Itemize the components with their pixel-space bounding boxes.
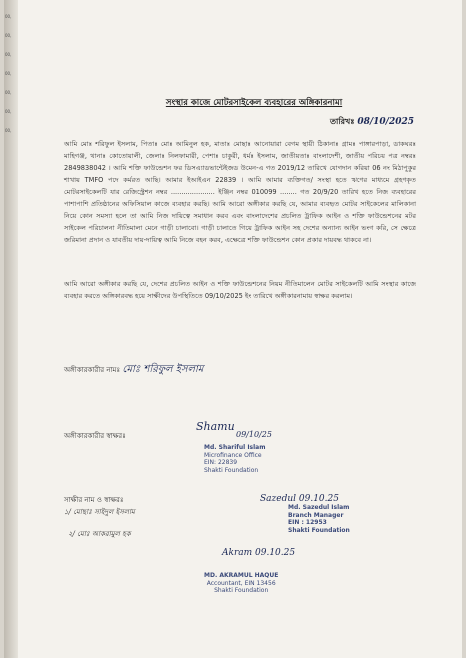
margin-mark: 00, xyxy=(5,109,12,114)
pledger-signature: Shamu xyxy=(196,420,235,433)
document-title: সংস্থার কাজে মোটরসাইকেল ব্যবহারের অঙ্গিকারনামা xyxy=(165,98,343,108)
witness-1-signature: Sazedul 09.10.25 xyxy=(260,494,339,504)
left-edge-strip xyxy=(4,0,18,658)
stamp-line: Shakti Foundation xyxy=(204,466,259,474)
pledger-signature-row xyxy=(64,430,126,442)
stamp-line: Branch Manager xyxy=(288,511,344,519)
date-value: 08/10/2025 xyxy=(357,117,414,127)
stamp-line: EIN : 12953 xyxy=(288,519,327,526)
witness-2-name: ২/ মোঃ আকরামুল হক xyxy=(68,530,131,538)
stamp-line: Microfinance Office xyxy=(204,451,262,459)
stamp-line: Shakti Foundation xyxy=(214,587,269,594)
pledger-signature-label: অঙ্গীকারকারীর স্বাক্ষরঃ xyxy=(64,432,126,440)
pledger-sign-date: 09/10/25 xyxy=(236,430,272,439)
margin-mark: 00, xyxy=(5,128,12,133)
stamp-line: Accountant, EIN 13456 xyxy=(206,579,276,587)
witness-2-signature: Akram 09.10.25 xyxy=(222,548,296,558)
margin-mark: 00, xyxy=(5,33,12,38)
margin-mark: 00, xyxy=(5,52,12,57)
stamp-line: Md. Sazedul Islam xyxy=(288,504,350,511)
pledger-name-row xyxy=(64,362,203,379)
pledger-name-label: অঙ্গীকারকারীর নামঃ xyxy=(64,366,121,374)
stamp-line: Shakti Foundation xyxy=(288,526,350,534)
margin-mark: 00, xyxy=(5,90,12,95)
stamp-akramul xyxy=(204,572,278,595)
stamp-line: MD. AKRAMUL HAQUE xyxy=(204,572,279,579)
document-page xyxy=(4,0,462,658)
witness-label: সাক্ষীর নাম ও স্বাক্ষরঃ xyxy=(64,496,124,504)
margin-mark: 00, xyxy=(5,14,12,19)
pledge-paragraph-2: আমি আরো অঙ্গীকার করছি যে, দেশের প্রচলিত আইন ও শক্তি ফাউন্ডেশনের নিয়ম নীতিমালেন মোটর সাইকেলটি আমি সংস্থার কাজে ব্যবহার করতে অঙ্গিকারবদ্ধ হয়ে সাক্ষীদের উপস্থিতিতে 09/10/2025 ইং তারিখে অঙ্গীকারনামায় স্বাক্ষর করলাম। xyxy=(64,280,416,300)
witness-1-name: ১/ মোছাঃ সাইদুল ইসলাম xyxy=(64,508,135,516)
date-label: তারিখঃ xyxy=(330,117,355,126)
margin-mark: 00, xyxy=(5,71,12,76)
date-line xyxy=(330,116,414,129)
stamp-line: Md. Shariful Islam xyxy=(204,444,266,451)
stamp-shariful xyxy=(204,444,265,474)
stamp-line: EIN: 22839 xyxy=(204,459,238,466)
pledge-paragraph-1: আমি মোঃ শরিফুল ইসলাম, পিতাঃ মোঃ আমিনুল হক, মাতাঃ মোছাঃ আনোয়ারা বেগম স্থায়ী ঠিকানাঃ গ্রামঃ পাঙ্গারপাড়া, ডাকঘরঃ মাহিগঞ্জ, থানাঃ কোতোয়ালী, জেলাঃ নিলফামারী, পেশাঃ চাকুরী, ধর্মঃ ইসলাম, জাতীয়তাঃ বাংলাদেশী, জাতীয় পরিচয় পত্র নম্বরঃ 2849838042 । আমি শক্তি ফাউন্ডেশন ফর ডিসএ্যাডভান্টেইজড উমেন-এ গত 2019/12 তারিখে যোগদান করিয়া 06 নং মিঠাপুকুর শাখায় TMFO পদে কর্মরত আছি। আমার ইআইএন 22839 । আমি আমার ব্যক্তিগত/ সংস্থা হতে ঋণের মাধ্যমে গ্রহণকৃত মোটরসাইকেলটি যার রেজিস্ট্রেশন নম্বর ..................... ইঞ্জিন নম্বর 010099 ........ গত 20/9/20 তারিখ হতে নিজ ব্যবহারের পাশাপাশি প্রতিষ্ঠানের অফিসিয়াল কাজে ব্যবহার করছি। আমি আরো অঙ্গীকার করছি যে, আমার ব্যবহৃত মোটর সাইকেলের মালিকানা নিয়ে কোন সমস্যা হলে তা আমি নিজ দায়িত্বে সমাধান করব এবং বাংলাদেশের প্রচলিত ট্রাফিক আইন ও শক্তি ফাউন্ডেশনের মটর সাইকেল পরিচালনা নীতিমালা মেনে গাড়ী চালাবো। গাড়ী চালাতে গিয়ে ট্রাফিক আইন সহ দেশের অন্যান্য আইন ভংগ করি, সে ক্ষেত্রে জরিমানা প্রদান ও যাবতীয় দায়-দায়িত্ব আমি নিজে বহন করব, এক্ষেত্রে শক্তি ফাউন্ডেশন কোন প্রকার দায়বদ্ধ থাকবে না। xyxy=(64,140,416,244)
pledger-name-value: মোঃ শরিফুল ইসলাম xyxy=(122,364,204,375)
stamp-sazedul xyxy=(288,504,350,534)
